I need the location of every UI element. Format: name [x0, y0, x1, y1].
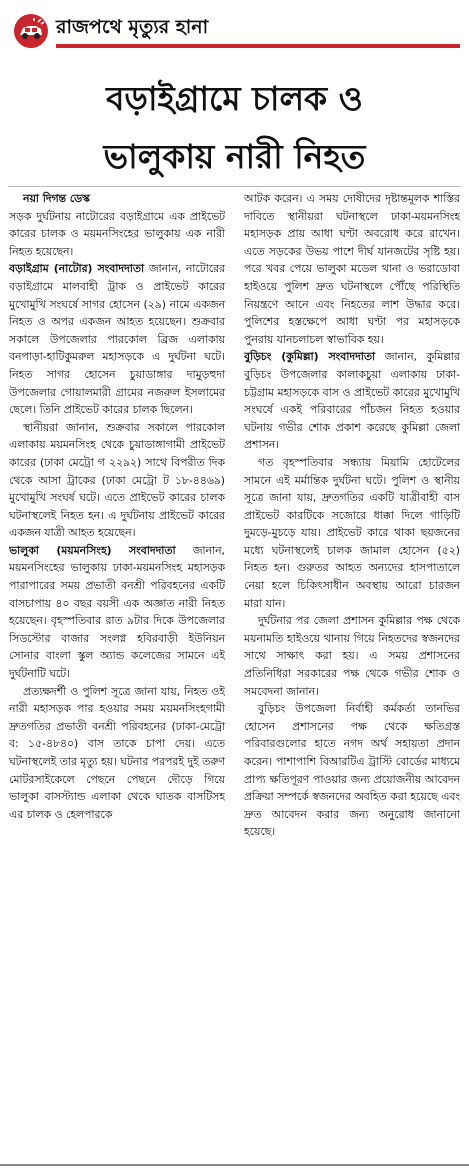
body-paragraph: স্থানীয়রা জানান, শুক্রবার সকালে পারকোল এলাকায় ময়মনসিংহ থেকে চুয়াডাঙ্গাগামী প্রাইভেট কারের (ঢাকা মেট্রো গ ২২৯২) সাথে বিপরীত দিক থেকে আসা ট্রাকের (ঢাকা মেট্রো ট ১৮-৪৪৬৯) মুখোমুখি সংঘর্ষ ঘটে। এতে প্রাইভেট কারের চালক ঘটনাস্থলেই নিহত হন। এ দুর্ঘটনায় প্রাইভেট কারের একজন যাত্রী আহত হয়েছেন।: [9, 420, 225, 540]
headline: [0, 70, 469, 186]
article-column-1: [9, 190, 225, 1158]
body-paragraph: প্রত্যক্ষদর্শী ও পুলিশ সূত্রে জানা যায়, নিহত ওই নারী মহাসড়ক পার হওয়ার সময় ময়মনসিংহগামী দ্রুতগতির প্রভাতী বনশ্রী পরিবহনের (ঢাকা-মেট্রো ব: ১৫-৪৮৪০) বাস তাকে চাপা দেয়। এতে ঘটনাস্থলেই তার মৃত্যু হয়। ঘটনার পরপরই দুই তরুণ মোটরসাইকেলে পেছনে পেছনে দৌড়ে গিয়ে ভালুকা বাসস্ট্যান্ড এলাকা থেকে ঘাতক বাসটিসহ এর চালক ও হেলপারকে: [9, 684, 225, 821]
paragraph-text: জানান, কুমিল্লার বুড়িচং উপজেলার কালাকচুয়া এলাকায় ঢাকা-চট্টগ্রাম মহাসড়কে বাস ও প্রাইভেট কারের মুখোমুখি সংঘর্ষে একই পরিবারের পাঁচজন নিহত হওয়ার ঘটনায় গভীর শোক প্রকাশ করেছে কুমিল্লা জেলা প্রশাসন।: [244, 350, 460, 452]
paragraph-text: জানান, নাটোরের বড়াইগ্রামে মালবাহী ট্রাক ও প্রাইভেট কারের মুখোমুখি সংঘর্ষে সাগর হোসেন (২৯) নামে একজন নিহত ও অপর একজন আহত হয়েছেন। শুক্রবার সকালে উপজেলার পারকোল ব্রিজ এলাকায় বনপাড়া-হাটিকুমরুল মহাসড়কে এ দুর্ঘটনা ঘটে। নিহত সাগর হোসেন চুয়াডাঙ্গার দামুড়হুদা উপজেলার গোয়ালমারী গ্রামের নজরুল ইসলামের ছেলে। তিনি প্রাইভেট কারের চালক ছিলেন।: [9, 262, 225, 417]
dateline: ভালুকা (ময়মনসিংহ) সংবাদদাতা: [9, 543, 176, 557]
dateline-paragraph: [9, 260, 225, 418]
byline: নয়া দিগন্ত ডেস্ক: [23, 192, 90, 205]
paragraph-text: জানান, ময়মনসিংহের ভালুকায় ঢাকা-ময়মনসিংহ মহাসড়ক পারাপারের সময় প্রভাতী বনশ্রী পরিবহনের একটি বাসচাপায় ৪০ বছর বয়সী এক অজ্ঞাত নারী নিহত হয়েছেন। বৃহস্পতিবার রাত ৯টার দিকে উপজেলার সিডস্টোর বাজার সংলগ্ন হবিরবাড়ী ইউনিয়ন সোনার বাংলা স্কুল অ্যান্ড কলেজের সামনে এই দুর্ঘটনাটি ঘটে।: [9, 543, 225, 681]
headline-divider: [8, 186, 461, 187]
section-header: [0, 0, 469, 62]
bottom-rule: [0, 1164, 469, 1166]
headline-line-2: ভালুকায় নারী নিহত: [103, 137, 366, 176]
section-rule: [56, 44, 460, 48]
dateline: বুড়িচং (কুমিল্লা) সংবাদদাতা: [244, 350, 376, 364]
body-paragraph: দুর্ঘটনার পর জেলা প্রশাসন কুমিল্লার পক্ষ থেকে ময়নামতি হাইওয়ে থানায় গিয়ে নিহতদের স্বজনদের সাথে সাক্ষাৎ করা হয়। এ সময় প্রশাসনের প্রতিনিধিরা সরকারের পক্ষ থেকে গভীর শোক ও সমবেদনা জানান।: [244, 614, 460, 698]
headline-line-1: বড়াইগ্রামে চালক ও: [106, 79, 363, 118]
dateline: বড়াইগ্রাম (নাটোর) সংবাদদাতা: [9, 262, 145, 276]
continued-paragraph: আটক করেন। এ সময় দোষীদের দৃষ্টান্তমূলক শাস্তির দাবিতে স্থানীয়রা ঘটনাস্থলে ঢাকা-ময়মনসিংহ মহাসড়ক প্রায় আধা ঘণ্টা অবরোধ করে রাখেন। এতে সড়কের উভয় পাশে দীর্ঘ যানজটের সৃষ্টি হয়। পরে খবর পেয়ে ভালুকা মডেল থানা ও ভরাডোবা হাইওয়ে পুলিশ দ্রুত ঘটনাস্থলে পৌঁছে পরিস্থিতি নিয়ন্ত্রণে আনে এবং নিহতের লাশ উদ্ধার করে। পুলিশের হস্তক্ষেপে আধা ঘণ্টা পর মহাসড়কে পুনরায় যানচলাচল স্বাভাবিক হয়।: [244, 192, 460, 346]
body-paragraph: বুড়িচং উপজেলা নির্বাহী কর্মকর্তা তানভির হোসেন প্রশাসনের পক্ষ থেকে ক্ষতিগ্রস্ত পরিবারগুলোর হাতে নগদ অর্থ সহায়তা প্রদান করেন। পাশাপাশি বিআরটিএ ট্রাস্টি বোর্ডের মাধ্যমে প্রাপ্য ক্ষতিপূরণ পাওয়ার জন্য প্রয়োজনীয় আবেদন প্রক্রিয়া সম্পর্কে স্বজনদের অবহিত করা হয়েছে এবং দ্রুত আবেদন করার জন্য অনুরোধ জানানো হয়েছে।: [244, 702, 460, 839]
body-paragraph: গত বৃহস্পতিবার সন্ধ্যায় মিয়ামি হোটেলের সামনে এই মর্মান্তিক দুর্ঘটনা ঘটে। পুলিশ ও স্থানীয় সূত্রে জানা যায়, দ্রুতগতির একটি যাত্রীবাহী বাস প্রাইভেট কারটিকে সজোরে ধাক্কা দিলে গাড়িটি দুমড়ে-মুচড়ে যায়। প্রাইভেট কারে থাকা ছয়জনের মধ্যে ঘটনাস্থলেই চালক জামাল হোসেন (৫২) নিহত হন। গুরুতর আহত অন্যদের হাসপাতালে নেয়া হলে চিকিৎসাধীন অবস্থায় আরো চারজন মারা যান।: [244, 455, 460, 610]
dateline-paragraph: [9, 542, 225, 683]
section-title: রাজপথে মৃত্যুর হানা: [56, 16, 209, 38]
dateline-paragraph: [244, 348, 460, 454]
article-column-2: [244, 190, 460, 1158]
intro-paragraph: সড়ক দুর্ঘটনায় নাটোরের বড়াইগ্রামে এক প্রাইভেট কারের চালক ও ময়মনসিংহের ভালুকায় এক নারী নিহত হয়েছেন।: [9, 209, 225, 258]
car-crash-icon: [14, 14, 48, 48]
